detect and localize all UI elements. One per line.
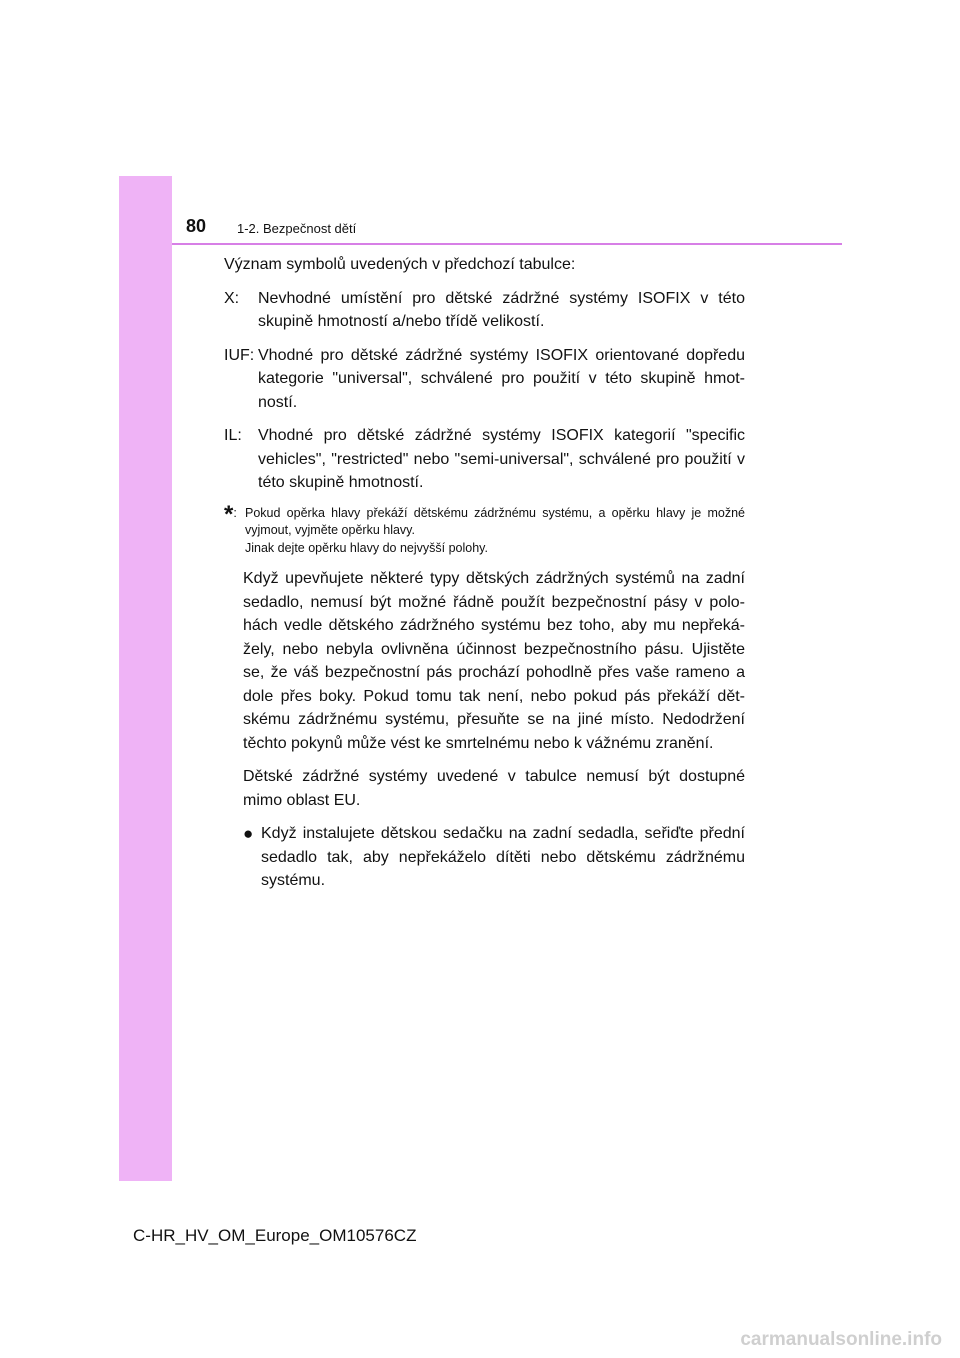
- side-tab: [119, 176, 172, 1181]
- footnote-line: Pokud opěrka hlavy překáží dětskému zádržnému systému, a opěrku hlavy je možné vyjmout, vyjměte opěrku hlavy.: [245, 505, 745, 537]
- intro-text: Význam symbolů uvedených v předchozí tabulce:: [224, 256, 576, 273]
- definition-key: IUF:: [224, 346, 255, 364]
- footnote-mark: [224, 500, 245, 558]
- section-title: 1-2. Bezpečnost dětí: [237, 221, 357, 236]
- definition-iuf: [224, 344, 745, 415]
- definition-key: X:: [224, 289, 240, 307]
- footnote-line: Jinak dejte opěrku hlavy do nejvyšší polohy.: [245, 540, 488, 555]
- asterisk-icon: *: [224, 500, 234, 528]
- footnote-separator: :: [233, 505, 237, 520]
- definition-text: Nevhodné umístění pro dětské zádržné systémy ISOFIX v této skupině hmotností a/nebo třídě velikostí.: [258, 289, 745, 330]
- page-number: 80: [186, 216, 207, 236]
- bullet-text: Když instalujete dětskou sedačku na zadní sedadla, seřiďte přední sedadlo tak, aby nepřekáželo dítěti nebo dětskému zádržnému systému.: [261, 825, 745, 889]
- document-code: C-HR_HV_OM_Europe_OM10576CZ: [133, 1226, 417, 1245]
- footnote: [224, 500, 745, 558]
- bullet-item: [243, 822, 745, 893]
- definition-key: IL:: [224, 427, 242, 444]
- availability-paragraph: Dětské zádržné systémy uvedené v tabulce nemusí být dostupné mimo oblast EU.: [243, 768, 745, 809]
- footnote-text: [245, 505, 745, 558]
- definition-il: [224, 424, 745, 495]
- definition-x: [224, 287, 745, 334]
- definition-text: Vhodné pro dětské zádržné systémy ISOFIX kategorií "specific vehicles", "restricted" nebo "semi-universal", schválené pro použití v této skupině hmotností.: [258, 427, 745, 491]
- page-content: [224, 253, 745, 893]
- definition-text: Vhodné pro dětské zádržné systémy ISOFIX orientované dopředu kategorie "universal", schválené pro použití v této skupině hmotností.: [258, 346, 745, 411]
- header-divider: [172, 243, 842, 245]
- bullet-circle-icon: ●: [243, 824, 254, 843]
- watermark: carmanualsonline.info: [740, 1329, 942, 1350]
- warning-paragraph: Když upevňujete některé typy dětských zádržných systémů na zadní sedadlo, nemusí být možné řádně použít bezpečnostní pásy v polohách vedle dětského zádržného systému bez toho, aby mu nepřekážely, nebo nebyla ovlivněna účinnost bezpečnostního pásu. Ujistěte se, že váš bezpečnostní pás prochází pohodlně přes vaše rameno a dole přes boky. Pokud tomu tak není, nebo pokud pás překáží dětskému zádržnému systému, přesuňte se na jiné místo. Nedodržení těchto pokynů může vést ke smrtelnému nebo k vážnému zranění.: [243, 570, 745, 752]
